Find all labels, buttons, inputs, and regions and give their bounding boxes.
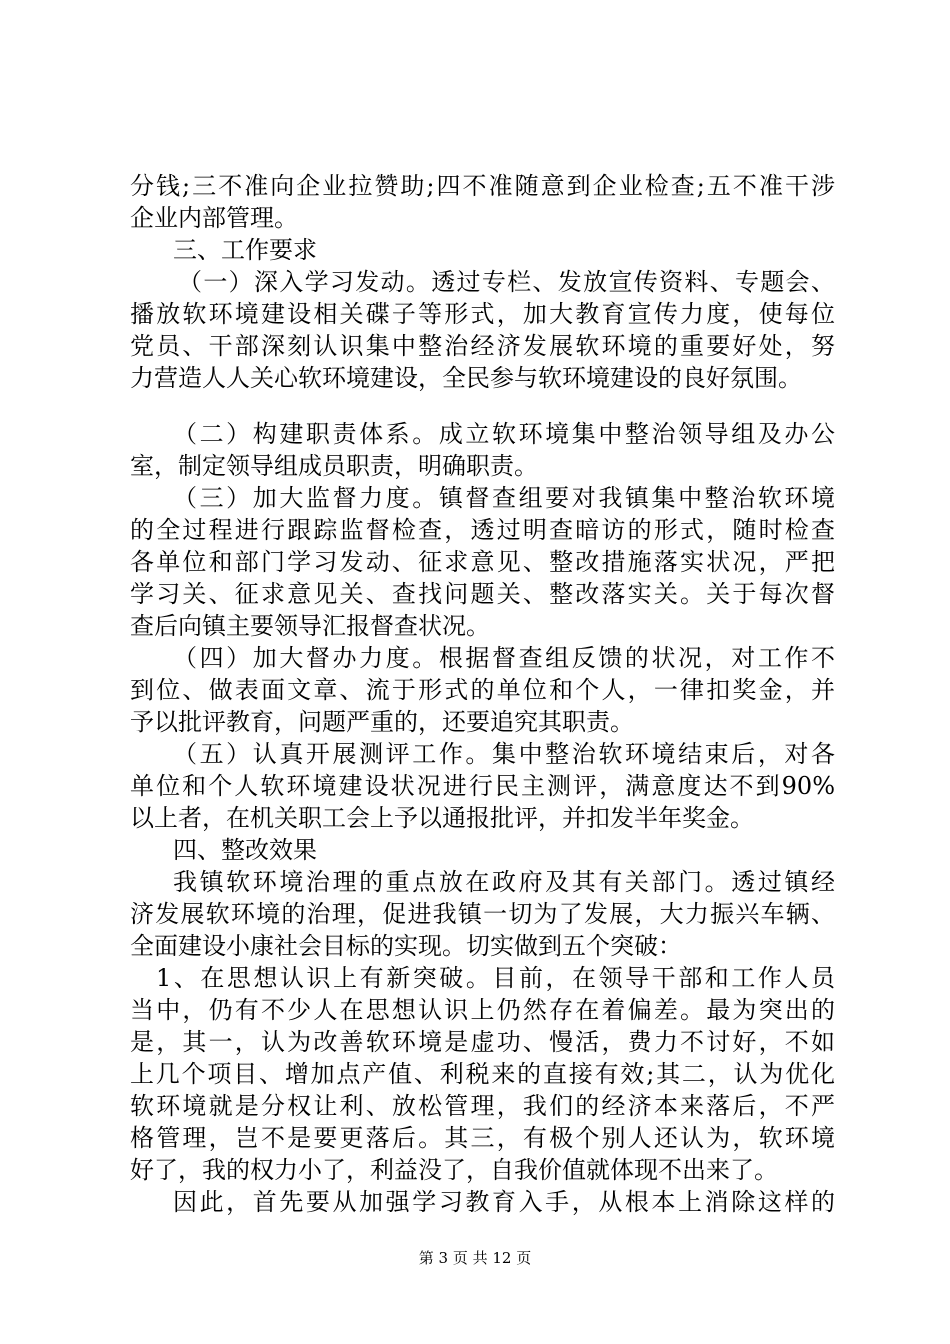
text-line: 上几个项目、增加点产值、利税来的直接有效;其二，认为优化 bbox=[130, 1060, 835, 1088]
text-line: 济发展软环境的治理，促进我镇一切为了发展，大力振兴车辆、 bbox=[130, 900, 835, 928]
paragraph-gap bbox=[130, 394, 835, 418]
text-line: （四）加大督办力度。根据督查组反馈的状况，对工作不 bbox=[173, 644, 835, 672]
text-line: 好了，我的权力小了，利益没了，自我价值就体现不出来了。 bbox=[130, 1156, 778, 1184]
text-line: 1、在思想认识上有新突破。目前，在领导干部和工作人员 bbox=[156, 964, 835, 992]
text-line: 予以批评教育，问题严重的，还要追究其职责。 bbox=[130, 708, 634, 736]
document-body bbox=[130, 170, 835, 1218]
text-line: 的全过程进行跟踪监督检查，透过明查暗访的形式，随时检查 bbox=[130, 516, 835, 544]
text-line: 分钱;三不准向企业拉赞助;四不准随意到企业检查;五不准干涉 bbox=[130, 172, 835, 200]
text-line: 室，制定领导组成员职责，明确职责。 bbox=[130, 452, 538, 480]
text-line: 企业内部管理。 bbox=[130, 204, 298, 232]
text-line: 学习关、征求意见关、查找问题关、整改落实关。关于每次督 bbox=[130, 580, 835, 608]
text-line: 因此，首先要从加强学习教育入手，从根本上消除这样的 bbox=[173, 1188, 835, 1216]
text-line: 各单位和部门学习发动、征求意见、整改措施落实状况，严把 bbox=[130, 548, 835, 576]
text-line: （五）认真开展测评工作。集中整治软环境结束后，对各 bbox=[173, 740, 835, 768]
text-line: （三）加大监督力度。镇督查组要对我镇集中整治软环境 bbox=[173, 484, 835, 512]
text-line: 当中，仍有不少人在思想认识上仍然存在着偏差。最为突出的 bbox=[130, 996, 835, 1024]
text-line: 查后向镇主要领导汇报督查状况。 bbox=[130, 612, 490, 640]
text-line: 到位、做表面文章、流于形式的单位和个人，一律扣奖金，并 bbox=[130, 676, 835, 704]
text-line: 全面建设小康社会目标的实现。切实做到五个突破： bbox=[130, 932, 682, 960]
text-line: （一）深入学习发动。透过专栏、发放宣传资料、专题会、 bbox=[178, 268, 835, 296]
text-line: 软环境就是分权让利、放松管理，我们的经济本来落后，不严 bbox=[130, 1092, 835, 1120]
text-line: 党员、干部深刻认识集中整治经济发展软环境的重要好处，努 bbox=[130, 332, 835, 360]
text-line: 我镇软环境治理的重点放在政府及其有关部门。透过镇经 bbox=[173, 868, 835, 896]
text-line: 是，其一，认为改善软环境是虚功、慢活，费力不讨好，不如 bbox=[130, 1028, 835, 1056]
text-line: （二）构建职责体系。成立软环境集中整治领导组及办公 bbox=[173, 420, 835, 448]
text-line: 单位和个人软环境建设状况进行民主测评，满意度达不到90% bbox=[130, 772, 835, 800]
text-line: 力营造人人关心软环境建设，全民参与软环境建设的良好氛围。 bbox=[130, 364, 802, 392]
text-line: 播放软环境建设相关碟子等形式，加大教育宣传力度，使每位 bbox=[130, 300, 835, 328]
text-line: 格管理，岂不是要更落后。其三，有极个别人还认为，软环境 bbox=[130, 1124, 835, 1152]
section-heading: 三、工作要求 bbox=[173, 236, 317, 264]
text-line: 以上者，在机关职工会上予以通报批评，并扣发半年奖金。 bbox=[130, 804, 754, 832]
section-heading: 四、整改效果 bbox=[173, 836, 317, 864]
page-footer: 第 3 页 共 12 页 bbox=[418, 1249, 532, 1267]
